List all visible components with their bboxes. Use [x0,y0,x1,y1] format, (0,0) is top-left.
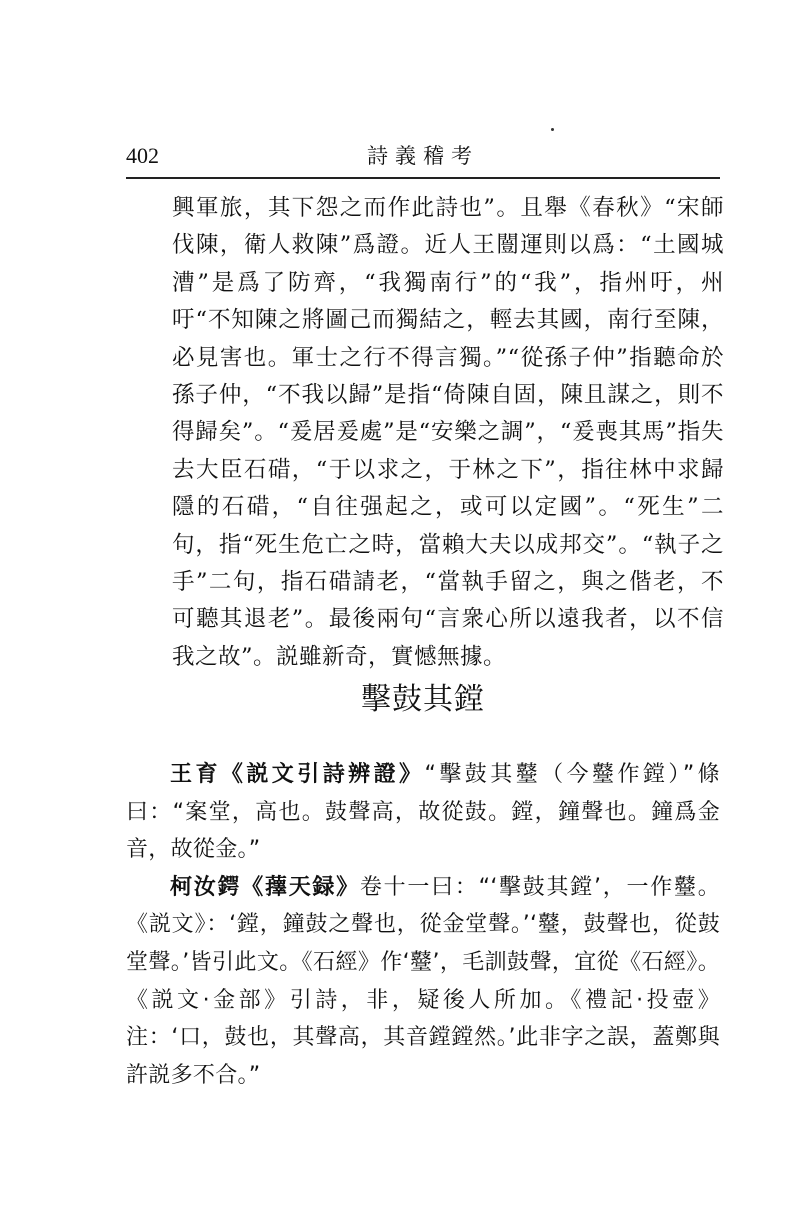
paragraph-text: “擊鼓其鼞（今鼞作鏜）”條曰：“案堂，高也。鼓聲高，故從鼓。鏜，鐘聲也。鐘爲金音，故從金。” [126,762,720,863]
running-title: 詩義稽考 [367,144,479,168]
paragraph-text: 卷十一曰：“‘擊鼓其鏜’，一作鼞。《説文》：‘鏜，鐘鼓之聲也，從金堂聲。’‘鼞，鼓聲也，從鼓堂聲。’皆引此文。《石經》作‘鼞’，毛訓鼓聲，宜從《石經》。《説文·金部》引詩，非，疑後人所加。《禮記·投壺》注：‘口，鼓也，其聲高，其音鏜鏜然。’此非字之誤，蓋鄭與許説多不合。” [126,874,720,1088]
paragraph-lead: 柯汝鍔《蘀天録》 [170,874,360,900]
section-body [126,756,720,1094]
scan-speck [551,128,554,131]
section-heading: 擊鼓其鏜 [361,682,485,717]
page-number: 402 [126,143,159,168]
paragraph-lead: 王育《説文引詩辨證》 [170,762,425,787]
header-rule [126,177,720,179]
continued-passage: 興軍旅，其下怨之而作此詩也”。且舉《春秋》“宋師伐陳，衛人救陳”爲證。近人王闓運則以爲：“土國城漕”是爲了防齊，“我獨南行”的“我”，指州吁，州吁“不知陳之將圖己而獨結之，輕去其國，南行至陳，必見害也。軍士之行不得言獨。”“從孫子仲”指聽命於孫子仲，“不我以歸”是指“倚陳自固，陳且謀之，則不得歸矣”。“爰居爰處”是“安樂之調”，“爰喪其馬”指失去大臣石碏，“于以求之，于林之下”，指往林中求歸隱的石碏，“自往强起之，或可以定國”。“死生”二句，指“死生危亡之時，當賴大夫以成邦交”。“執子之手”二句，指石碏請老，“當執手留之，與之偕老，不可聽其退老”。最後兩句“言衆心所以遠我者，以不信我之故”。説雖新奇，實憾無據。 [172,195,724,670]
page-header [126,142,720,174]
paragraph-ke-rue [126,869,720,1095]
paragraph-wang-yu [126,756,720,869]
